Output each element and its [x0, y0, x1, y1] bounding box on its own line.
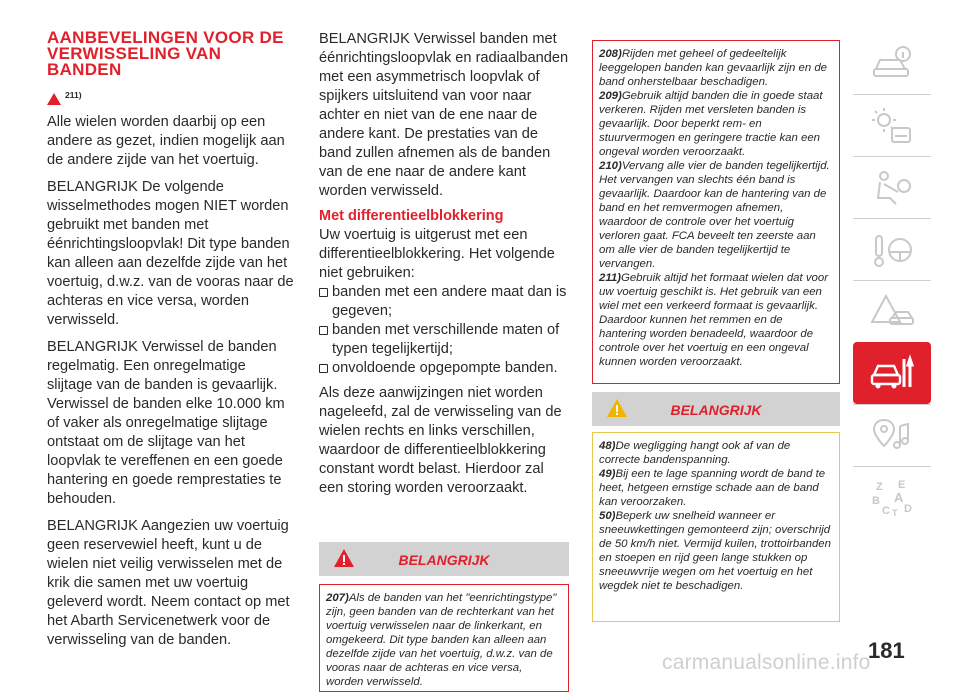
note: 209)Gebruik altijd banden die in goede staat verkeren. Rijden met versleten banden is gevaarlijk. Door beperkt rem- en stuurvermogen en geringere tractie kan een ongeval worden veroorzaakt. [599, 90, 823, 158]
key-steering-icon [870, 230, 914, 270]
warning-banner [319, 542, 569, 576]
column-2 [319, 30, 569, 692]
bullet-box-icon [319, 364, 328, 373]
note: 208)Rijden met geheel of gedeeltelijk leeggelopen banden kan gevaarlijk zijn en de band onherstelbaar beschadigen. [599, 48, 827, 88]
note: 211)Gebruik altijd het formaat wielen dat voor uw voertuig geschikt is. Het gebruik van een wiel met een verkeerd formaat is gevaarlijk. Daardoor kunnen het remmen en de hantering worden benadeeld, waardoor de controle over het voertuig en een ongeval kunnen worden veroorzaakt. [599, 272, 828, 368]
multimedia-location-icon [870, 416, 914, 456]
warning-reference [47, 86, 295, 105]
alphabetical-index-icon [870, 478, 914, 518]
section-heading: AANBEVELINGEN VOOR DE VERWISSELING VAN BANDEN [47, 28, 284, 79]
svg-text:D: D [904, 502, 912, 515]
warning-note-box [592, 40, 840, 384]
tab-safety[interactable] [853, 156, 931, 218]
tab-dashboard[interactable] [853, 94, 931, 156]
bullet-box-icon [319, 326, 328, 335]
warning-triangle-car-icon [870, 292, 914, 332]
svg-text:Z: Z [876, 480, 883, 493]
subheading: Met differentieelblokkering [319, 208, 504, 224]
banner-title: BELANGRIJK [398, 552, 490, 568]
car-info-icon [870, 43, 914, 83]
watermark: carmanualsonline.info [662, 651, 871, 674]
column-1 [47, 30, 295, 650]
svg-text:E: E [898, 478, 906, 491]
note: 210)Vervang alle vier de banden tegelijkertijd. Het vervangen van slechts één band is gevaarlijk. Daardoor kan de hantering van de band en het remvermogen afnemen, waardoor de controle over het voertuig verloren gaat. FCA beveelt ten zeerste aan om alle vier de banden tegelijkertijd te vervangen. [599, 160, 830, 270]
tab-index[interactable] [853, 466, 931, 528]
paragraph: Als deze aanwijzingen niet worden nageleefd, zal de verwisseling van de wielen rechts en links verschillen, waardoor de differentieelblokkering constant wordt belast. Hierdoor zal een storing worden veroorzaakt. [319, 385, 562, 496]
svg-text:T: T [892, 507, 898, 518]
tab-car-info[interactable] [853, 32, 931, 94]
warning-triangle-icon [47, 93, 61, 105]
dashboard-lights-icon [870, 106, 914, 146]
car-tools-icon [870, 353, 914, 393]
paragraph: BELANGRIJK Aangezien uw voertuig geen reservewiel heeft, kunt u de wielen niet veilig verwisselen met de krik die samen met uw voertuig geleverd wordt. Neem contact op met het Abarth Servicenetwerk voor de verwisseling van de banden. [47, 518, 290, 648]
paragraph: BELANGRIJK De volgende wisselmethodes mogen NIET worden gebruikt met banden met éénrichtingsloopvlak! Dit type banden kan alleen aan dezelfde zijde van het voertuig, d.w.z. van de vooras naar de achteras en vice versa, worden verwisseld. [47, 179, 294, 328]
note: 50)Beperk uw snelheid wanneer er sneeuwkettingen gemonteerd zijn; overschrijd de 50 km/h niet. Vermijd kuilen, trottoirbanden en stoepen en rijd geen lange stukken op sneeuwvrije wegen om het voertuig en het wegdek niet te beschadigen. [599, 510, 831, 592]
chapter-sidebar [853, 32, 931, 528]
paragraph: Uw voertuig is uitgerust met een differentieelblokkering. Het volgende niet gebruiken: [319, 227, 555, 281]
tab-maintenance[interactable] [853, 342, 931, 404]
note: 49)Bij een te lage spanning wordt de band te heet, hetgeen ernstige schade aan de band kan veroorzaken. [599, 468, 826, 508]
banner-title: BELANGRIJK [670, 402, 762, 418]
warning-reference-number: 211) [65, 90, 82, 100]
bullet-box-icon [319, 288, 328, 297]
paragraph: BELANGRIJK Verwissel banden met éénrichtingsloopvlak en radiaalbanden met een asymmetrisch loopvlak of spijkers uitsluitend van voor naar achter en niet van de ene naar de andere kant. De prestaties van de band zullen afnemen als de banden van de ene naar de andere kant worden verwisseld. [319, 31, 569, 199]
svg-text:C: C [882, 504, 890, 517]
paragraph: Alle wielen worden daarbij op een andere as gezet, indien mogelijk aan de andere zijde van het voertuig. [47, 114, 285, 168]
svg-text:B: B [872, 494, 880, 507]
page-number: 181 [868, 638, 905, 663]
note: 48)De wegligging hangt ook af van de correcte bandenspanning. [599, 440, 791, 466]
note: 207)Als de banden van het "eenrichtingstype" zijn, geen banden van de rechterkant van het voertuig verwisselen naar de linkerkant, en omgekeerd. Dit type banden kan alleen aan dezelfde zijde van het voertuig, d.w.z. van de vooras naar de achteras en vice versa, worden verwisseld. [326, 592, 557, 688]
seat-airbag-icon [870, 168, 914, 208]
svg-text:A: A [894, 489, 904, 505]
list-item: onvoldoende opgepompte banden. [319, 359, 569, 378]
list-item: banden met een andere maat dan is gegeven; [319, 283, 569, 321]
tab-emergency[interactable] [853, 280, 931, 342]
paragraph: BELANGRIJK Verwissel de banden regelmatig. Een onregelmatige slijtage van de banden is gevaarlijk. Verwissel de banden elke 10.000 km of vaker als onregelmatige slijtage ontstaat om de slijtage van het loopvlak te vereffenen en een goede hantering en goede remprestaties te behouden. [47, 339, 285, 507]
tab-starting-driving[interactable] [853, 218, 931, 280]
list-item: banden met verschillende maten of typen tegelijkertijd; [319, 321, 569, 359]
column-3 [592, 40, 840, 622]
caution-note-box [592, 432, 840, 622]
caution-banner [592, 392, 840, 426]
warning-note-box [319, 584, 569, 692]
tab-multimedia[interactable] [853, 404, 931, 466]
